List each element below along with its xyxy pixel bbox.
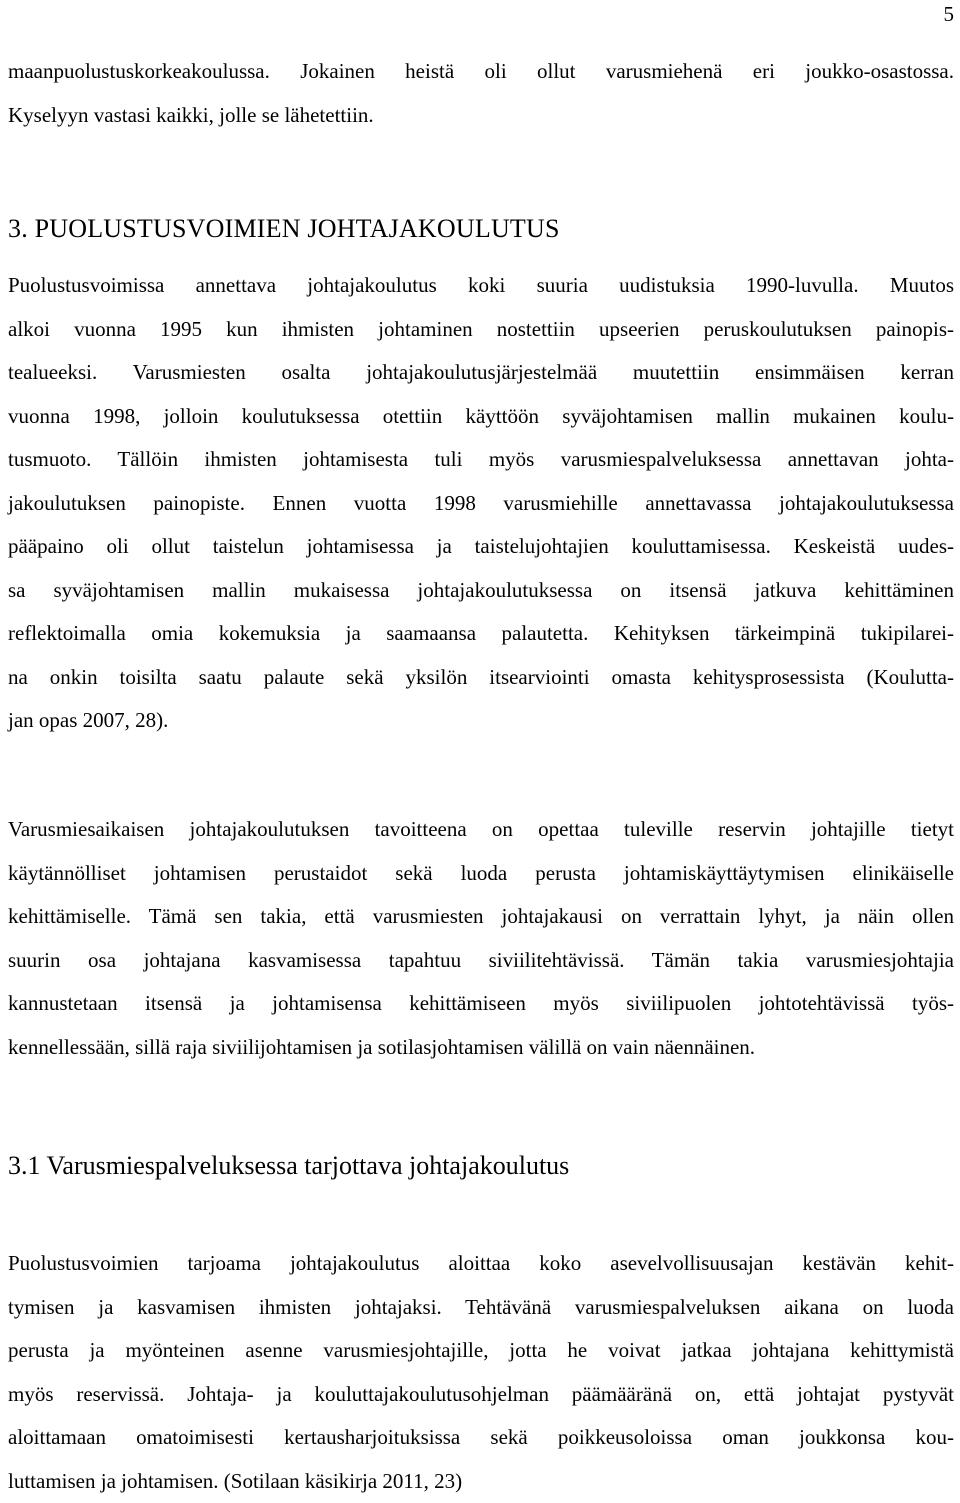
text-line: na onkin toisilta saatu palaute sekä yksilön itsearviointi omasta kehitysprosessista (Koulutta-	[8, 656, 954, 700]
text-line: aloittamaan omatoimisesti kertausharjoituksissa sekä poikkeusoloissa oman joukkonsa kou-	[8, 1416, 954, 1460]
text-line: vuonna 1998, jolloin koulutuksessa otettiin käyttöön syväjohtamisen mallin mukainen koulu-	[8, 395, 954, 439]
section-heading: 3. PUOLUSTUSVOIMIEN JOHTAJAKOULUTUS	[8, 205, 560, 253]
text-line: Kyselyyn vastasi kaikki, jolle se lähetettiin.	[8, 94, 954, 138]
section3-paragraph-2	[8, 808, 954, 1069]
text-line: kennellessään, sillä raja siviilijohtamisen ja sotilasjohtamisen välillä on vain näennäinen.	[8, 1026, 954, 1070]
text-line: tealueeksi. Varusmiesten osalta johtajakoulutusjärjestelmää muutettiin ensimmäisen kerran	[8, 351, 954, 395]
subsection-heading: 3.1 Varusmiespalveluksessa tarjottava johtajakoulutus	[8, 1142, 569, 1190]
section3-paragraph-1	[8, 264, 954, 743]
text-line: luttamisen ja johtamisen. (Sotilaan käsikirja 2011, 23)	[8, 1460, 954, 1503]
text-line: perusta ja myönteinen asenne varusmiesjohtajille, jotta he voivat jatkaa johtajana kehittymistä	[8, 1329, 954, 1373]
text-line: reflektoimalla omia kokemuksia ja saamaansa palautetta. Kehityksen tärkeimpinä tukipilarei-	[8, 612, 954, 656]
text-line: Puolustusvoimien tarjoama johtajakoulutus aloittaa koko asevelvollisuusajan kestävän kehit-	[8, 1242, 954, 1286]
text-line: jan opas 2007, 28).	[8, 699, 954, 743]
text-line: maanpuolustuskorkeakoulussa. Jokainen heistä oli ollut varusmiehenä eri joukko-osastossa.	[8, 50, 954, 94]
text-line: alkoi vuonna 1995 kun ihmisten johtaminen nostettiin upseerien peruskoulutuksen painopis-	[8, 308, 954, 352]
text-line: kehittämiselle. Tämä sen takia, että varusmiesten johtajakausi on verrattain lyhyt, ja näin ollen	[8, 895, 954, 939]
text-line: myös reservissä. Johtaja- ja kouluttajakoulutusohjelman päämääränä on, että johtajat pystyvät	[8, 1373, 954, 1417]
text-line: tymisen ja kasvamisen ihmisten johtajaksi. Tehtävänä varusmiespalveluksen aikana on luoda	[8, 1286, 954, 1330]
text-line: kannustetaan itsensä ja johtamisensa kehittämiseen myös siviilipuolen johtotehtävissä työs-	[8, 982, 954, 1026]
text-line: sa syväjohtamisen mallin mukaisessa johtajakoulutuksessa on itsensä jatkuva kehittäminen	[8, 569, 954, 613]
text-line: suurin osa johtajana kasvamisessa tapahtuu siviilitehtävissä. Tämän takia varusmiesjohtajia	[8, 939, 954, 983]
text-line: Puolustusvoimissa annettava johtajakoulutus koki suuria uudistuksia 1990-luvulla. Muutos	[8, 264, 954, 308]
text-line: pääpaino oli ollut taistelun johtamisessa ja taistelujohtajien kouluttamisessa. Keskeistä uudes-	[8, 525, 954, 569]
text-line: Varusmiesaikaisen johtajakoulutuksen tavoitteena on opettaa tuleville reservin johtajille tietyt	[8, 808, 954, 852]
text-line: tusmuoto. Tällöin ihmisten johtamisesta tuli myös varusmiespalveluksessa annettavan johta-	[8, 438, 954, 482]
section31-paragraph-1	[8, 1242, 954, 1503]
text-line: jakoulutuksen painopiste. Ennen vuotta 1998 varusmiehille annettavassa johtajakoulutuksessa	[8, 482, 954, 526]
page-number: 5	[944, 2, 955, 26]
intro-paragraph	[8, 50, 954, 137]
text-line: käytännölliset johtamisen perustaidot sekä luoda perusta johtamiskäyttäytymisen elinikäiselle	[8, 852, 954, 896]
